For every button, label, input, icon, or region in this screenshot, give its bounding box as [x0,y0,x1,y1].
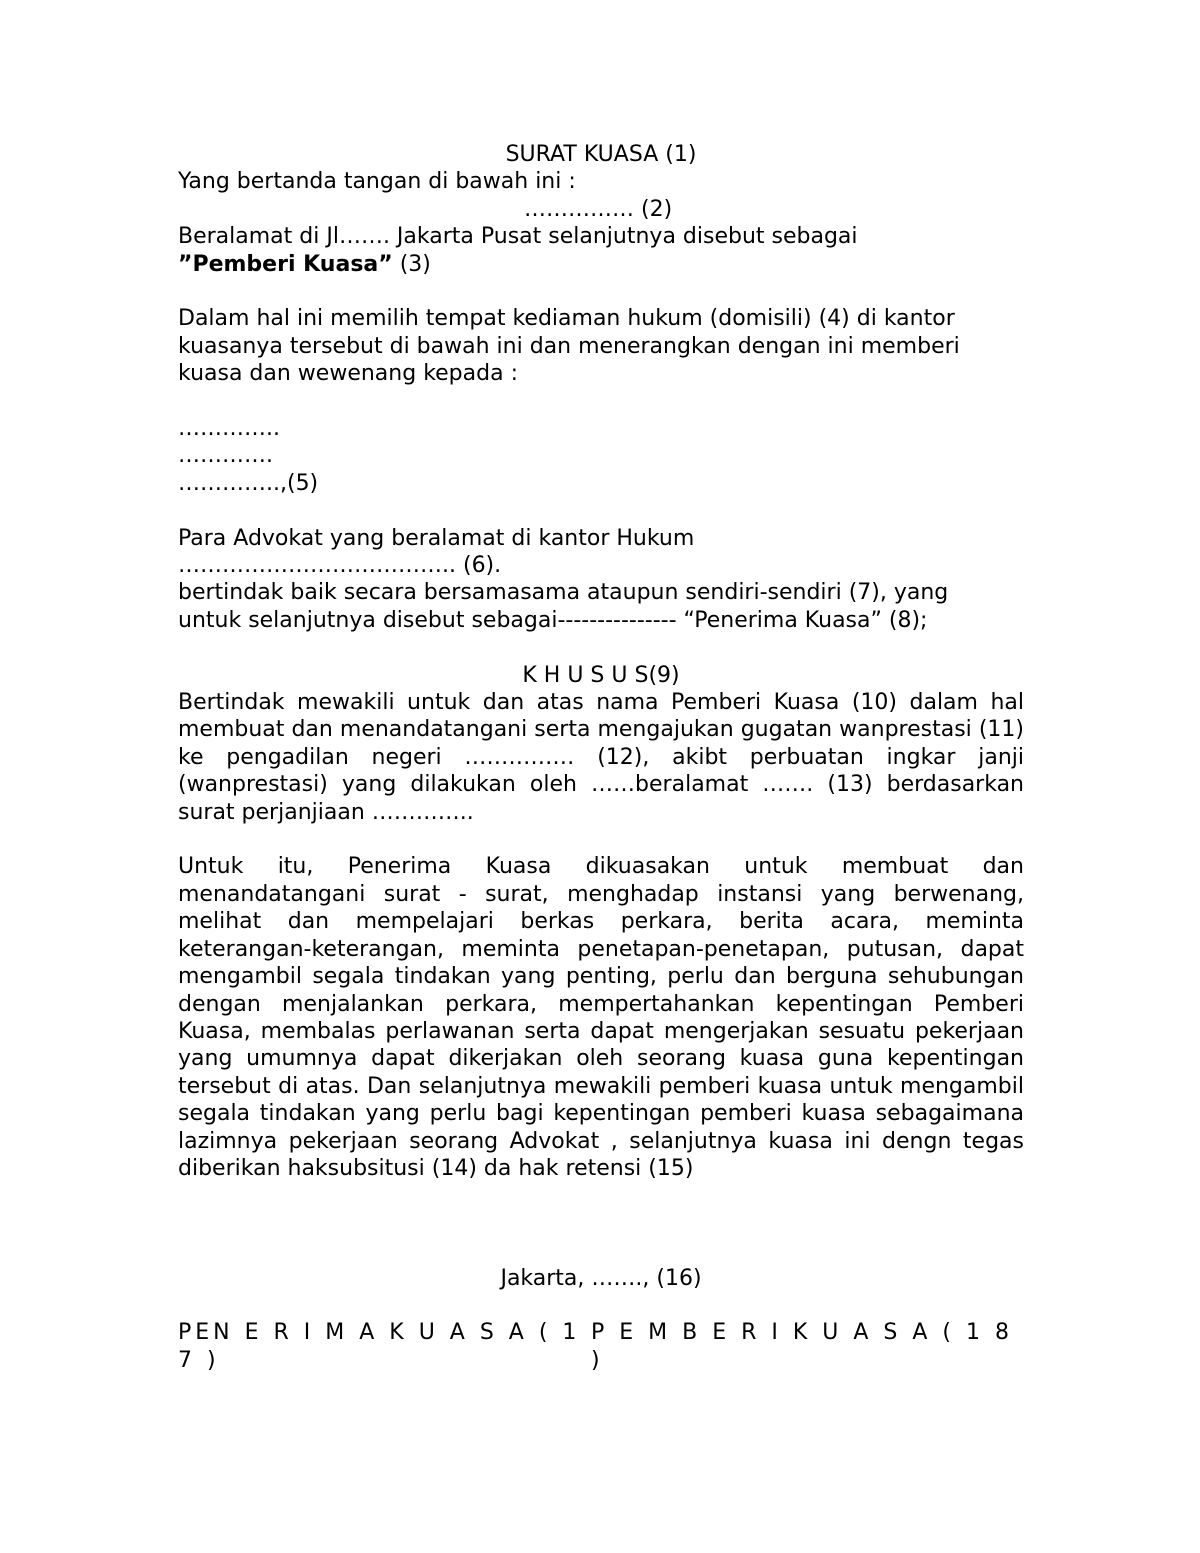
domicile-line: kuasa dan wewenang kepada : [178,361,518,387]
office-line: ……………………………….. (6). [178,553,502,579]
spacer [178,634,1024,661]
document-title: SURAT KUASA (1) [505,142,697,167]
domicile-line: Dalam hal ini memilih tempat kediaman hukum (domisili) (4) di kantor [178,306,955,332]
address-line: Beralamat di Jl……. Jakarta Pusat selanjutnya disebut sebagai [178,224,858,250]
special-paragraph: Bertindak mewakili untuk dan atas nama Pemberi Kuasa (10) dalam hal membuat dan menandatangani serta mengajukan gugatan wanprestasi (11) ke pengadilan negeri …………… (12), akibt perbuatan ingkar janji (wanprestasi) yang dilakukan oleh ……beralamat ……. (13) berdasarkan surat perjanjiaan ………….. [178,690,1024,825]
office-line: Para Advokat yang beralamat di kantor Hukum [178,525,695,551]
place-date: Jakarta, ……., (16) [500,1265,702,1291]
domicile-line: kuasanya tersebut di bawah ini dan menerangkan dengan ini memberi [178,333,960,359]
special-heading: K H U S U S(9) [522,662,680,688]
signature-row [178,1319,1024,1374]
spacer [178,1237,1024,1264]
letter-body [178,141,1024,1374]
advocate-placeholder: …………. [178,443,273,469]
spacer [178,1292,1024,1319]
spacer [178,1182,1024,1209]
spacer [178,826,1024,853]
advocate-placeholder: …………..,(5) [178,470,319,496]
spacer [178,278,1024,305]
office-line: untuk selanjutnya disebut sebagai--------------- “Penerima Kuasa” (8); [178,607,928,633]
giver-label: ”Pemberi Kuasa” [178,251,393,277]
intro-line: Yang bertanda tangan di bawah ini : [178,169,576,195]
giver-signature-label: P E M B E R I K U A S A ( 1 8 ) [591,1320,1013,1373]
giver-label-line [178,251,1024,278]
giver-name-placeholder: …………… (2) [524,196,673,222]
spacer [178,497,1024,524]
receiver-signature-label: PEN E R I M A K U A S A ( 1 7 ) [178,1320,581,1373]
advocate-placeholder: ………….. [178,416,280,442]
office-line: bertindak baik secara bersamasama ataupun sendiri-sendiri (7), yang [178,580,949,606]
spacer [178,1210,1024,1237]
spacer [178,388,1024,415]
authority-paragraph: Untuk itu, Penerima Kuasa dikuasakan untuk membuat dan menandatangani surat - surat, menghadap instansi yang berwenang, melihat dan mempelajari berkas perkara, berita acara, meminta keterangan-keterangan, meminta penetapan-penetapan, putusan, dapat mengambil segala tindakan yang penting, perlu dan berguna sehubungan dengan menjalankan perkara, mempertahankan kepentingan Pemberi Kuasa, membalas perlawanan serta dapat mengerjakan sesuatu pekerjaan yang umumnya dapat dikerjakan oleh seorang kuasa guna kepentingan tersebut di atas. Dan selanjutnya mewakili pemberi kuasa untuk mengambil segala tindakan yang perlu bagi kepentingan pemberi kuasa sebagaimana lazimnya pekerjaan seorang Advokat , selanjutnya kuasa ini dengn tegas diberikan haksubsitusi (14) da hak retensi (15) [178,854,1024,1181]
giver-label-ref: (3) [392,251,431,277]
